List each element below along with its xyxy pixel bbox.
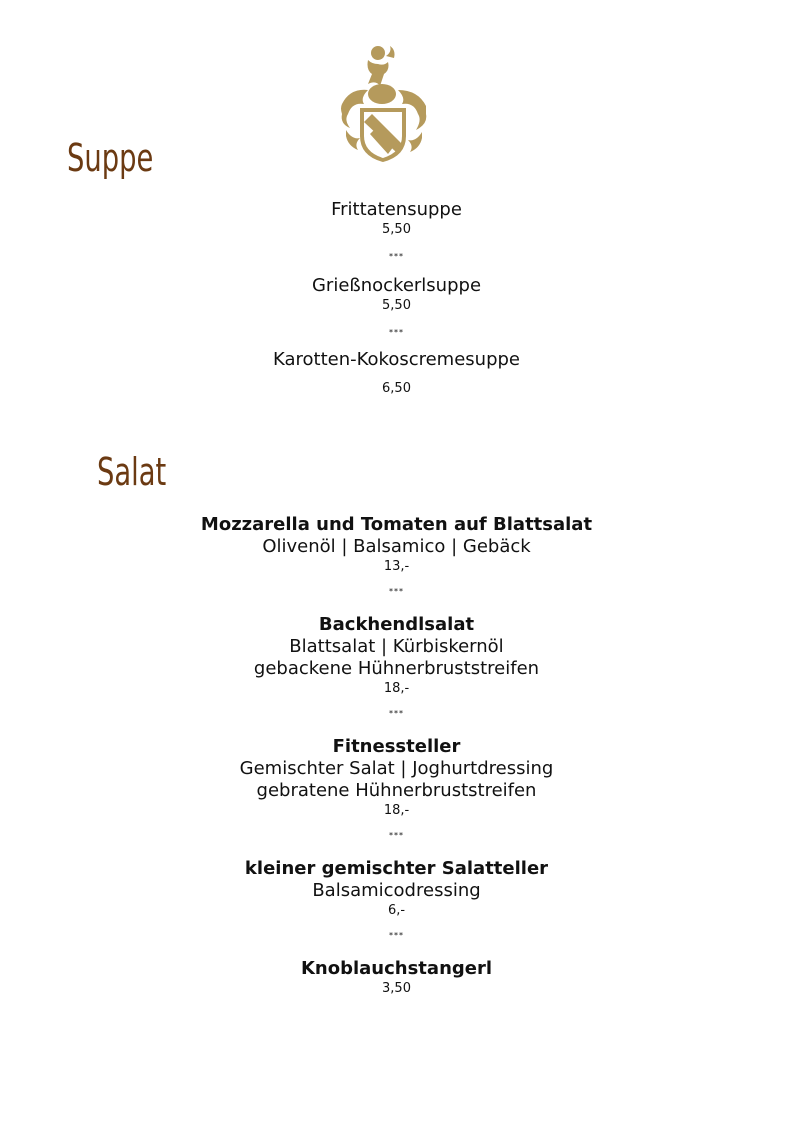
- menu-item: [0, 735, 793, 819]
- menu-item: [0, 274, 793, 314]
- section-title-suppe: Suppe: [67, 136, 154, 180]
- menu-item: [0, 198, 793, 238]
- separator: ***: [389, 831, 404, 840]
- salad-list: [0, 513, 793, 997]
- dish-name: Fitnessteller: [332, 736, 461, 757]
- menu-item: [0, 513, 793, 575]
- dish-name: kleiner gemischter Salatteller: [244, 858, 549, 879]
- separator: ***: [389, 328, 404, 337]
- dish-price: 6,50: [382, 381, 411, 396]
- dish-price: 18,-: [383, 803, 410, 818]
- separator: ***: [389, 587, 404, 596]
- dish-name: Karotten-Kokoscremesuppe: [272, 349, 521, 370]
- soup-list: [0, 198, 793, 397]
- dish-description: Balsamicodressing: [312, 880, 481, 901]
- dish-price: 13,-: [383, 559, 410, 574]
- menu-item: [0, 957, 793, 997]
- dish-name: Frittatensuppe: [331, 199, 462, 220]
- section-title-salat: Salat: [97, 450, 167, 494]
- dish-name: Knoblauchstangerl: [300, 958, 493, 979]
- separator: ***: [389, 709, 404, 718]
- dish-name: Backhendlsalat: [318, 614, 475, 635]
- dish-name: Grießnockerlsuppe: [311, 275, 482, 296]
- separator: ***: [389, 252, 404, 261]
- menu-item: [0, 613, 793, 697]
- menu-item: [0, 857, 793, 919]
- dish-description: Olivenöl | Balsamico | Gebäck: [262, 536, 531, 557]
- dish-name: Mozzarella und Tomaten auf Blattsalat: [200, 514, 593, 535]
- dish-description: gebratene Hühnerbruststreifen: [256, 780, 537, 801]
- dish-price: 6,-: [387, 903, 406, 918]
- dish-price: 18,-: [383, 681, 410, 696]
- menu-item: [0, 348, 793, 397]
- dish-price: 5,50: [382, 298, 411, 313]
- dish-price: 5,50: [382, 222, 411, 237]
- dish-description: Blattsalat | Kürbiskernöl: [289, 636, 504, 657]
- dish-description: Gemischter Salat | Joghurtdressing: [239, 758, 554, 779]
- coat-of-arms-icon: [338, 44, 430, 166]
- dish-price: 3,50: [382, 981, 411, 996]
- separator: ***: [389, 931, 404, 940]
- dish-description: gebackene Hühnerbruststreifen: [253, 658, 540, 679]
